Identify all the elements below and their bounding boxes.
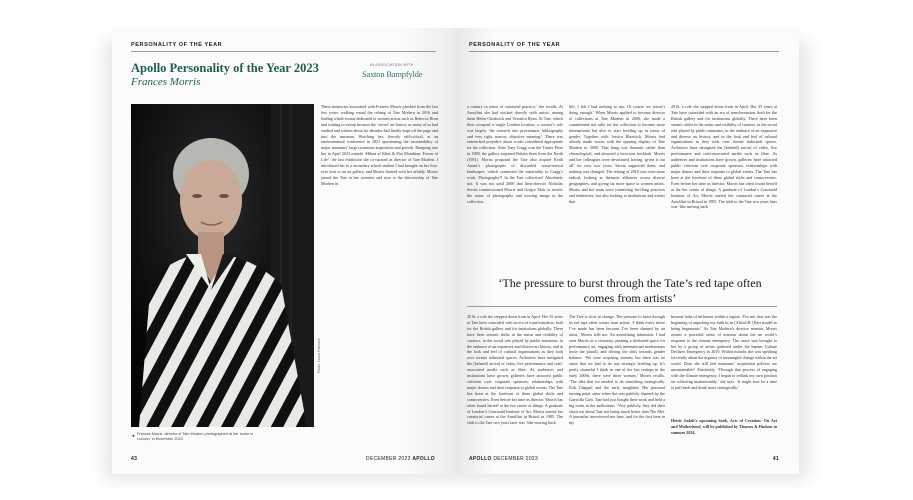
left-issue-date: DECEMBER 2023 <box>365 456 411 462</box>
portrait-photo <box>131 104 314 427</box>
pull-quote: ‘The pressure to burst through the Tate’s red tape often comes from artists’ <box>498 276 762 305</box>
caption-marker: ◄ <box>131 433 135 438</box>
right-page-number: 41 <box>772 456 779 462</box>
author-bio <box>671 418 777 448</box>
running-head-left: PERSONALITY OF THE YEAR <box>131 42 223 48</box>
body-column-6: The Tate is slow to change. The pressure to burst through its red tape often comes from artists. ‘I think every move I’ve made has been because I’ve been shamed by an artist,’ Morris tells me. An astonishing admission. I had seen Morris as a visionary, pushing a dedicated space for performance art, engaging with international modernisms (note the plural), and driving the shift towards gender balance. ‘We were acquiring women, but there was no sense that we had to do any strategic leveling up. It’s pretty shameful I think in one of the last reshaps in the early 2000s, there were three women,’ Morris recalls. ‘The idea that we needed to do something strategically. Erik Chappel and the early naughties. Her personal turning point came when she was publicly shamed by the Guerrilla Girls. Tate had just bought their work and held a big event in the auditorium. ‘Very publicly, they did their shout out about Tate not being much better than The Met. A journalist interviewed me later, and for the first time in my <box>569 314 665 426</box>
left-page <box>112 28 456 474</box>
body-column-5: 2016, a role she stepped down from in April. Her 35 years at Tate have coincided with an era of transformation, both for the British gallery and for institutions globally. There have been seismic shifts in the status and visibility of curators, in the social role played by public museums, in the embrace of an expansive and diverse art history, and in the look and feel of cultural organisations as they took over former industrial spaces. Architects have navigated the (belated) arrival of video, live performance and craft-associated media such as fibre. As audiences and institutions have grown, galleries have attracted public criticism over corporate sponsors, relationships with major donors and their response to global events. The Tate has been at the forefront of these global shifts and controversies. Even before her time as director, Morris has often found herself at the hot centre of things. A graduate of London’s Courtauld Institute of Art, Morris started her curatorial career at the Arnolfini in Bristol in 1985. The shift to the Tate two years later was ‘like moving back <box>467 314 563 426</box>
body-column-2: a century in terms of curatorial practice,’ she recalls. At Arnolfini she had worked directly with artists, among them Helen Chadwick and Veronica Ryan. At Tate, which then occupied a single London location, a curator’s role was largely ‘the research into provenance, bibliography and very tight, narrow, objective meaning’. There was entrenched prejudice about works considered appropriate for the collection. After Tony Cragg won the Turner Prize in 1988, the gallery acquired Britain Seen from the North (1981). Morris proposed the Tate also acquire Keith Arnatt’s photographs of discarded waste-strewn landscapes ‘which connected the materiality to Cragg’s work. Photography?! In the Tate collection? Absolutely not. It was not until 2000 that then-director Nicholas Serota commissioned Morris and Gregor Muir to review the status of photography and moving image in the collection. <box>467 104 563 204</box>
right-page <box>455 28 799 474</box>
author-bio-text: Hettie Judah’s upcoming book, Acts of Creation: On Art and Motherhood, will be published by Thames & Hudson in summer 2024. <box>671 418 777 435</box>
photo-credit: Photo: Laura Pannack <box>317 338 321 373</box>
body-column-7: became hubs of influence within a region. ‘For me, that was the beginning of unpicking my faith in an [Alfred H.] Barr model as being hegemonic.’ As Tate Modern’s director emerita, Morris retains a powerful sense of mission about the art world’s response to the climate emergency. The cause was brought to her by a group of artists gathered under the banner Culture Declares Emergency in 2019. Within months she was speaking forcefully about the urgency of meaningful change within the art world. Does she still feel museums’ acquisition policies are unsustainable? Absolutely. ‘Through that process of engaging with the climate emergency, I began to rethink my own position on collecting institutionally,’ she says. ‘It might now be a time to pull back and think more strategically.’ <box>671 314 777 390</box>
sponsor-intro: IN ASSOCIATION WITH <box>370 63 414 67</box>
left-page-number: 43 <box>131 456 138 462</box>
article-subject: Frances Morris <box>131 76 201 88</box>
body-column-4: 2016, a role she stepped down from in April. Her 35 years at Tate have coincided with an era of transformation, both for the British gallery and for institutions globally. There have been seismic shifts in the status and visibility of curators, in the social role played by public museums, in the embrace of an expansive and diverse art history, and in the look and feel of cultural organisations as they took over former industrial spaces. Architects have navigated the (belated) arrival of video, live performance and craft-associated media such as fibre. As audiences and institutions have grown, galleries have attracted public criticism over corporate sponsors, relationships with major donors and their response to global events. The Tate has been at the forefront of these global shifts and controversies. Even before her time as director, Morris has often found herself at the hot centre of things. A graduate of London’s Courtauld Institute of Art, Morris started her curatorial career at the Arnolfini in Bristol in 1985. The shift to the Tate two years later was ‘like moving back <box>671 104 777 210</box>
running-head-right: PERSONALITY OF THE YEAR <box>469 42 561 48</box>
left-brand: APOLLO <box>412 456 435 462</box>
body-column-3: life, I felt I had nothing to say. Of course we weren’t doing enough.’ When Morris applied to become director of collections at Tate Modern in 2006, she made a commitment not only for the collection to become more international but also to start leveling up in terms of gender. Together with Jessica Blazwick, Morris had already made waves with the opening display of Tate Modern in 2000. That hang was thematic rather than chronological, and attracted a ferocious backlash. Morris and her colleagues were devastated, having ‘given it our all’ for over two years. Serota supported them, and nothing was changed. The rehang of 2016 was even more radical, looking at thematic alliances across diverse geographies, and giving far more space to women artists. Morris and her team were connecting far-flung practices and tendencies, but also looking to institutions and events that <box>569 104 665 204</box>
left-issue-line <box>366 456 435 462</box>
right-issue-line <box>469 456 538 462</box>
sponsor-logo: Saxton Bampfylde <box>362 69 423 79</box>
right-brand: APOLLO <box>469 456 492 462</box>
pull-quote-rule <box>467 306 777 307</box>
portrait-illustration <box>131 104 314 427</box>
photo-caption: Frances Morris, director of Tate Modern photographed at her home in London, in November 2023 <box>137 432 254 441</box>
right-folio <box>773 456 779 462</box>
header-rule-left <box>131 51 436 52</box>
left-folio <box>131 456 137 462</box>
header-rule-right <box>469 51 779 52</box>
article-title: Apollo Personality of the Year 2023 <box>131 61 319 75</box>
right-issue-date: DECEMBER 2023 <box>493 456 539 462</box>
body-column-1: These memories associated with Frances Morris plucked from the last few years: walking round the rehang of Tate Modern in 2016 and finding whole rooms dedicated to women artists such as Rebecca Horn and waiting to sweep because the ‘secret’ art history so many of us had studied and written about for decades had finally leapt off the page and into the museum. Watching her, fiercely self-critical, at an environmental conference in 2021 questioning the sustainability of major museums’ large tyrannous acquisition and growth. Bumping into her in April 2023 outside ‘Hilma af Klint & Piet Mondrian: Forms of Life’, the last exhibition she co-curated as director of Tate Modern. I introduced her to a secondary school student I had brought on her first-ever visit to an art gallery, and Morris chatted with her affably. Morris joined the Tate in her twenties and rose to the directorship of Tate Modern in <box>321 104 438 186</box>
